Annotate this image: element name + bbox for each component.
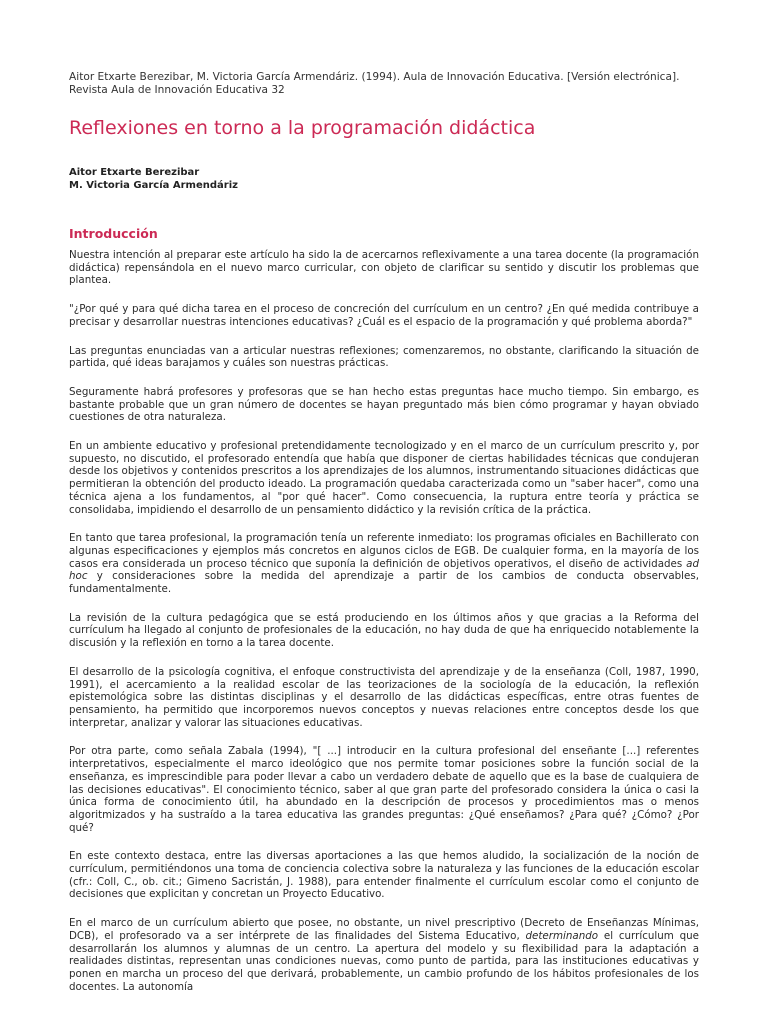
author-name: Aitor Etxarte Berezibar — [69, 167, 200, 178]
paragraph — [69, 917, 699, 993]
paragraph-text: En el marco de un currículum abierto que posee, no obstante, un nivel prescriptivo (Decreto de Enseñanzas Mínimas, DCB), el profesorado va a ser intérprete de las finalidades del Sistema Educativo, — [69, 917, 699, 942]
paragraph: Las preguntas enunciadas van a articular nuestras reflexiones; comenzaremos, no obstante, clarificando la situación de partida, qué ideas barajamos y cuáles son nuestras prácticas. — [69, 344, 699, 370]
author-name: M. Victoria García Armendáriz — [69, 180, 238, 191]
section-title: Introducción — [69, 226, 158, 241]
article-body — [69, 249, 699, 993]
paragraph: En un ambiente educativo y profesional pretendidamente tecnologizado y en el marco de un currículum prescrito y, por supuesto, no discutido, el profesorado entendía que había que disponer de ciertas habilidades técnicas que condujeran desde los objetivos y contenidos prescritos a los aprendizajes de los alumnos, instrumentando situaciones didácticas que permitieran la obtención del producto ideado. La programación quedaba caracterizada como un "saber hacer", como una técnica ajena a los fundamentos, al "por qué hacer". Como consecuencia, la ruptura entre teoría y práctica se consolidaba, impidiendo el desarrollo de un pensamiento didáctico y la revisión crítica de la práctica. — [69, 440, 699, 516]
paragraph: En este contexto destaca, entre las diversas aportaciones a las que hemos aludido, la socialización de la noción de currículum, permitiéndonos una toma de conciencia colectiva sobre la naturaleza y las funciones de la educación escolar (cfr.: Coll, C., ob. cit.; Gimeno Sacristán, J. 1988), para entender finalmente el currículum escolar como el conjunto de decisiones que explicitan y concretan un Proyecto Educativo. — [69, 850, 699, 901]
paragraph: Seguramente habrá profesores y profesoras que se han hecho estas preguntas hace mucho tiempo. Sin embargo, es bastante probable que un gran número de docentes se hayan preguntado más bien cómo programar y hayan obviado cuestiones de otra naturaleza. — [69, 385, 699, 424]
paragraph — [69, 532, 699, 596]
paragraph: El desarrollo de la psicología cognitiva, el enfoque constructivista del aprendizaje y de la enseñanza (Coll, 1987, 1990, 1991), el acercamiento a la realidad escolar de las teorizaciones de la sociología de la educación, la reflexión epistemológica sobre las distintas disciplinas y el desarrollo de las didácticas específicas, entre otras fuentes de pensamiento, ha permitido que incorporemos nuevos conceptos y nuevas relaciones entre conceptos desde los que interpretar, analizar y valorar las situaciones educativas. — [69, 665, 699, 729]
citation: Aitor Etxarte Berezibar, M. Victoria García Armendáriz. (1994). Aula de Innovación Educativa. [Versión electrónica]. Revista Aula de Innovación Educativa 32 — [69, 71, 680, 97]
paragraph: La revisión de la cultura pedagógica que se está produciendo en los últimos años y que gracias a la Reforma del currículum ha llegado al conjunto de profesionales de la educación, no hay duda de que ha enriquecido notablemente la discusión y la reflexión en torno a la tarea docente. — [69, 611, 699, 650]
paragraph-text: el currículum que desarrollarán los alumnos y alumnas de un centro. La apertura del modelo y su flexibilidad para la adaptación a realidades distintas, representan unas condiciones nuevas, como punto de partida, para las instituciones educativas y ponen en marcha un proceso del que derivará, probablemente, un cambio profundo de los hábitos profesionales de los docentes. La autonomía — [69, 929, 699, 993]
paragraph: Por otra parte, como señala Zabala (1994), "[ ...] introducir en la cultura profesional del enseñante [...] referentes interpretativos, especialmente el marco ideológico que nos permite tomar posiciones sobre la función social de la enseñanza, es imprescindible para poder llevar a cabo un verdadero debate de aquello que es la base de cualquiera de las decisiones educativas". El conocimiento técnico, saber al que gran parte del profesorado considera la única o casi la única forma de conocimiento útil, ha abundado en la descripción de procesos y procedimientos mas o menos algoritmizados y ha sustraído a la tarea educativa las grandes preguntas: ¿Qué enseñamos? ¿Para qué? ¿Cómo? ¿Por qué? — [69, 745, 699, 834]
authors — [69, 166, 469, 192]
paragraph-text: y consideraciones sobre la medida del aprendizaje a partir de los cambios de conducta observables, fundamentalmente. — [69, 570, 699, 596]
paragraph: Nuestra intención al preparar este artículo ha sido la de acercarnos reflexivamente a una tarea docente (la programación didáctica) repensándola en el nuevo marco curricular, con objeto de clarificar su sentido y discutir los problemas que plantea. — [69, 249, 699, 287]
italic-text: ad hoc — [69, 557, 699, 583]
article-title: Reflexiones en torno a la programación didáctica — [69, 117, 536, 139]
paragraph: "¿Por qué y para qué dicha tarea en el proceso de concreción del currículum en un centro? ¿En qué medida contribuye a precisar y desarrollar nuestras intenciones educativas? ¿Cuál es el espacio de la programación y qué problema aborda?" — [69, 303, 699, 328]
paragraph-text: En tanto que tarea profesional, la programación tenía un referente inmediato: los programas oficiales en Bachillerato con algunas especificaciones y ejemplos más concretos en algunos ciclos de EGB. De cualquier forma, en la mayoría de los casos era considerada un proceso técnico que suponía la definición de objetivos operativos, el diseño de actividades — [69, 532, 699, 570]
italic-text: determinando — [525, 929, 599, 942]
